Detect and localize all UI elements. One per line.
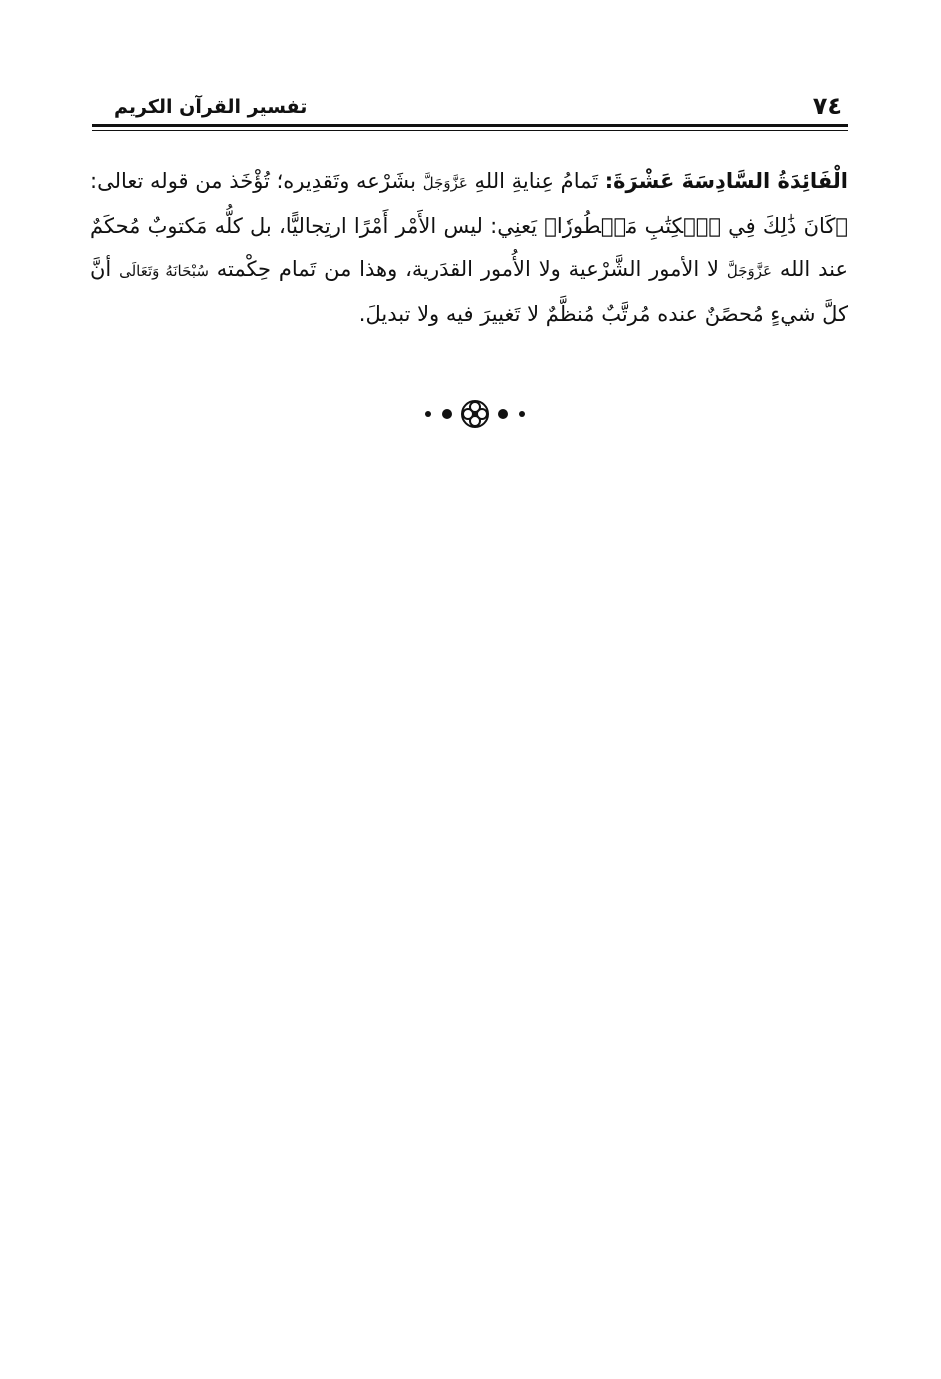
paragraph-text xyxy=(90,160,848,336)
text-run: لا الأمور الشَّرْعية ولا الأُمور القدَرية، وهذا من تَمام حِكْمته xyxy=(208,257,727,281)
honorific-phrase: عَزَّوَجَلَّ xyxy=(422,174,468,192)
honorific-phrase: سُبْحَانَهُ وَتَعَالَى xyxy=(119,262,209,280)
benefit-heading: الْفَائِدَةُ السَّادِسَةَ عَشْرَةَ: xyxy=(604,169,848,193)
honorific-phrase: عَزَّوَجَلَّ xyxy=(726,262,772,280)
text-run: أنَّ كلَّ شيءٍ مُحصًنٌ عنده مُرتَّبٌ مُنظَّمٌ لا تَغييرَ فيه ولا تبديلَ. xyxy=(90,257,848,326)
page-number: ٧٤ xyxy=(812,92,842,120)
text-run: يَعنِي: ليس الأَمْر أَمْرًا ارتِجاليًّا، بل كلُّه مَكتوبٌ مُحكَمٌ عند الله xyxy=(90,214,848,281)
page-header xyxy=(92,88,848,128)
section-divider-ornament-icon xyxy=(420,398,530,430)
header-rule-thin xyxy=(92,130,848,131)
quran-verse: ﴿كَانَ ذَٰلِكَ فِي ٱلۡكِتَٰبِ مَسۡطُورٗا﴾ xyxy=(544,214,849,238)
text-run: تَمامُ عِنايةِ اللهِ xyxy=(467,169,605,193)
running-title: تفسير القرآن الكريم xyxy=(114,96,308,118)
body-paragraph xyxy=(90,160,848,336)
header-rule-thick xyxy=(92,124,848,127)
text-run: بشَرْعه وتَقدِيره؛ تُؤْخَذ من قوله تعالى: xyxy=(90,169,423,193)
section-divider xyxy=(0,398,941,430)
